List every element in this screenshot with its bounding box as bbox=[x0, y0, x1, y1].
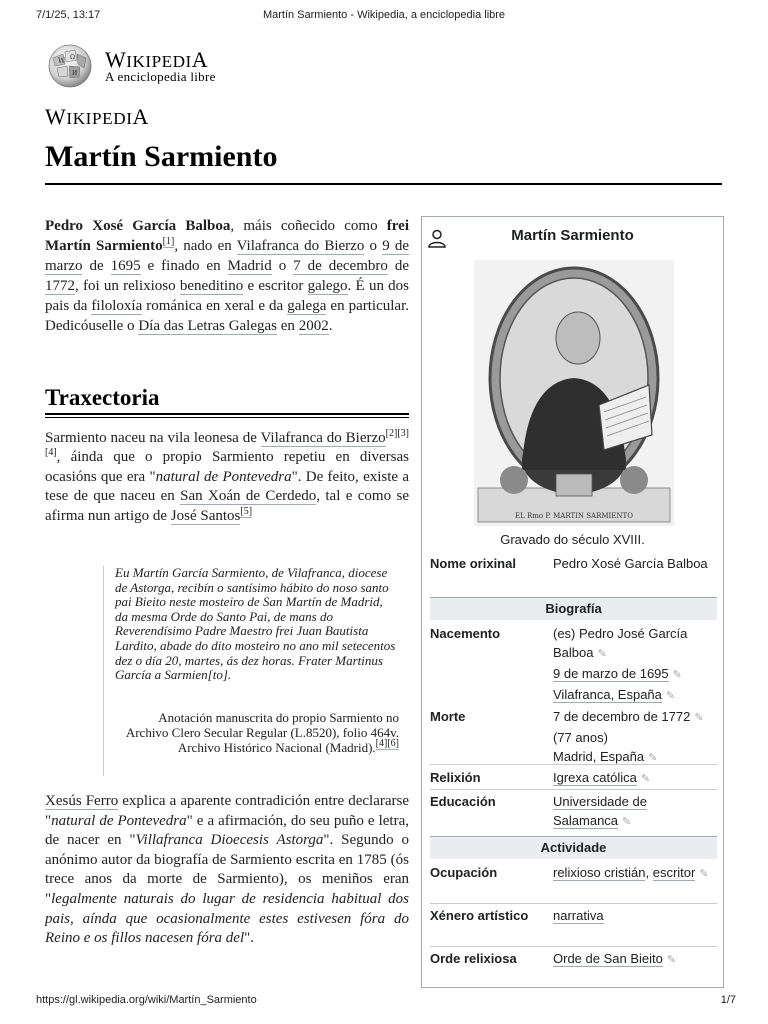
print-datetime: 7/1/25, 13:17 bbox=[36, 9, 101, 21]
quote-attribution: Anotación manuscrita do propio Sarmiento no Archivo Clero Secular Regular (L.8520), folio 464v. Archivo Histórico Nacional (Madrid).[4][6] bbox=[125, 710, 399, 755]
link-philology[interactable]: filoloxía bbox=[91, 298, 143, 314]
link-birth-place[interactable]: Vilafranca, España bbox=[553, 687, 662, 702]
link-madrid[interactable]: Madrid bbox=[227, 258, 272, 274]
section-divider-thin bbox=[45, 417, 409, 418]
row-divider bbox=[430, 903, 717, 904]
svg-text:И: И bbox=[72, 70, 78, 77]
link-birth-year[interactable]: 1695 bbox=[110, 258, 141, 274]
section-divider bbox=[45, 413, 409, 415]
link-death-year[interactable]: 1772 bbox=[45, 278, 75, 294]
label-ocupacion: Ocupación bbox=[430, 865, 498, 880]
print-title: Martín Sarmiento - Wikipedia, a enciclopedia libre bbox=[262, 9, 506, 21]
edit-pencil-icon[interactable]: ✎ bbox=[666, 954, 677, 966]
ref-link[interactable]: [1] bbox=[162, 236, 175, 247]
edit-pencil-icon[interactable]: ✎ bbox=[597, 648, 607, 660]
link-xesus-ferro[interactable]: Xesús Ferro bbox=[45, 793, 119, 809]
link-galician-language[interactable]: galega bbox=[287, 298, 327, 314]
link-death-place[interactable]: Madrid, España bbox=[553, 749, 645, 764]
label-xenero: Xénero artístico bbox=[430, 908, 529, 923]
row-divider bbox=[430, 789, 717, 790]
wikipedia-globe-icon bbox=[45, 44, 95, 88]
intro-paragraph: Pedro Xosé García Balboa, máis coñecido como frei Martín Sarmiento[1], nado en Vilafranca do Bierzo o 9 de marzo de 1695 e finado en Madrid o 7 de decembro de 1772, foi un relixioso beneditino e escritor galego. É un dos pais da filoloxía románica en xeral e da galega en particular. Dedicóuselle o Día das Letras Galegas en 2002. bbox=[45, 218, 410, 334]
link-vilafranca[interactable]: Vilafranca do Bierzo bbox=[236, 238, 365, 254]
edit-pencil-icon[interactable]: ✎ bbox=[640, 773, 651, 785]
label-nome-orixinal: Nome orixinal bbox=[430, 556, 516, 571]
link-birth-date-infobox[interactable]: 9 de marzo de 1695 bbox=[553, 666, 669, 681]
link-benedictine[interactable]: beneditino bbox=[179, 278, 244, 294]
link-vilafranca-2[interactable]: Vilafranca do Bierzo bbox=[260, 430, 386, 446]
wikipedia-logo[interactable] bbox=[45, 44, 265, 89]
link-san-xoan[interactable]: San Xoán de Cerdedo bbox=[180, 488, 317, 505]
label-nacemento: Nacemento bbox=[430, 626, 501, 641]
block-quote: Eu Martín García Sarmiento, de Vilafranca, diocese de Astorga, recibín o santísimo hábito do noso santo pai Bieito neste mosteiro de San Martín de Madrid, da mesma Orde do Santo Pai, de mans do Reverendísimo Padre Maestro frei Juan Bautista Lardito, abade do dito mosteiro no ano mil setecentos dez o día 20, martes, ás dez horas. Frater Martinus García a Sarmien[to]. bbox=[115, 565, 396, 683]
link-ocupacion-2[interactable]: escritor bbox=[652, 865, 696, 880]
link-jose-santos[interactable]: José Santos bbox=[170, 507, 241, 524]
value-birth-name: (es) Pedro José García Balboa ✎ bbox=[553, 626, 688, 660]
value-death-age: (77 anos) bbox=[553, 730, 608, 745]
print-page-number: 1/7 bbox=[720, 994, 736, 1006]
ref-links[interactable]: [2][3][4] bbox=[45, 428, 409, 459]
link-letras-galegas[interactable]: Día das Letras Galegas bbox=[138, 318, 278, 334]
value-death-date: 7 de decembro de 1772 bbox=[553, 709, 691, 724]
edit-pencil-icon[interactable]: ✎ bbox=[672, 669, 682, 681]
link-ocupacion-1[interactable]: relixioso cristián bbox=[553, 865, 646, 880]
image-caption: Gravado do século XVIII. bbox=[500, 532, 645, 547]
row-divider bbox=[430, 946, 717, 947]
quote-bar bbox=[103, 566, 104, 776]
print-url: https://gl.wikipedia.org/wiki/Martín_Sarmiento bbox=[36, 994, 257, 1006]
link-educacion[interactable]: Universidade de Salamanca bbox=[553, 794, 647, 828]
section-heading-traxectoria: Traxectoria bbox=[45, 385, 160, 410]
edit-pencil-icon[interactable]: ✎ bbox=[694, 712, 704, 724]
wikipedia-wordmark-large: WIKIPEDIA bbox=[45, 104, 150, 129]
heading-biografia: Biografía bbox=[430, 597, 717, 620]
traxectoria-paragraph-2: Xesús Ferro explica a aparente contradición entre declararse "natural de Pontevedra" e a afirmación, do seu puño e letra, de nacer en "Villafranca Dioecesis Astorga". Segundo o anónimo autor da biografía de Sarmiento escrita en 1785 (ós trece anos da morte de Sarmiento), os meniños eran "legalmente naturais do lugar de residencia habitual dos pais, aínda que ocasionalmente estes estivesen fóra do Reino e os fillos nacesen fóra del". bbox=[45, 793, 410, 947]
subject-name: Pedro Xosé García Balboa bbox=[45, 218, 231, 234]
page-title: Martín Sarmiento bbox=[45, 140, 278, 173]
portrait-inscription: EL Rmo P. MARTIN SARMIENTO bbox=[515, 512, 633, 520]
traxectoria-paragraph-1: Sarmiento naceu na vila leonesa de Vilafranca do Bierzo[2][3][4], áinda que o propio Sarmiento repetiu en diversas ocasións que era "natural de Pontevedra". De feito, existe a tese de que naceu en San Xoán de Cerdedo, tal e como se afirma nun artigo de José Santos[5] bbox=[45, 428, 409, 524]
link-2002[interactable]: 2002 bbox=[298, 318, 329, 334]
wikipedia-tagline: A enciclopedia libre bbox=[105, 69, 216, 84]
link-orde[interactable]: Orde de San Bieito bbox=[553, 951, 663, 966]
edit-pencil-icon[interactable]: ✎ bbox=[699, 868, 709, 880]
link-galician[interactable]: galego bbox=[307, 278, 348, 294]
svg-text:W: W bbox=[58, 57, 66, 65]
svg-text:Ω: Ω bbox=[70, 54, 75, 61]
ref-link-5[interactable]: [5] bbox=[240, 505, 253, 517]
title-divider bbox=[45, 183, 722, 185]
row-divider bbox=[430, 764, 717, 765]
label-relixion: Relixión bbox=[430, 770, 481, 785]
portrait-engraving[interactable] bbox=[474, 260, 674, 526]
ref-links-quote[interactable]: [4][6] bbox=[375, 738, 399, 750]
label-morte: Morte bbox=[430, 709, 466, 724]
label-educacion: Educación bbox=[430, 794, 496, 809]
label-orde: Orde relixiosa bbox=[430, 951, 517, 966]
infobox-title: Martín Sarmiento bbox=[511, 227, 634, 244]
edit-pencil-icon[interactable]: ✎ bbox=[648, 752, 658, 764]
link-xenero[interactable]: narrativa bbox=[553, 908, 604, 923]
link-death-date[interactable]: 7 de decembro bbox=[293, 258, 388, 274]
edit-pencil-icon[interactable]: ✎ bbox=[665, 690, 676, 702]
wikipedia-wordmark: WIKIPEDIA bbox=[105, 47, 209, 72]
edit-pencil-icon[interactable]: ✎ bbox=[622, 816, 632, 828]
value-nome-orixinal: Pedro Xosé García Balboa bbox=[553, 556, 708, 571]
link-relixion[interactable]: Igrexa católica bbox=[553, 770, 637, 785]
heading-actividade: Actividade bbox=[430, 836, 717, 859]
infobox: Martín Sarmiento EL Rmo P. MARTIN SARMIENTO Gravado do século XVIII. Nome orixinal Pedro Xosé García Balboa Biografía Nacemento (es) Pedro José García Balboa ✎ 9 de marzo de 1695 ✎ Vilafranca, España ✎ Morte 7 de decembro de 1772 ✎ (77 anos) Madrid, España ✎ Relixión Igrexa católica ✎ Educación Universidade de Salamanca ✎ Actividade Ocupación relixioso cristián, escritor ✎ Xénero artístico narrativa Orde relixiosa Orde de San Bieito ✎ bbox=[421, 216, 724, 988]
subject-alias: frei Martín Sarmiento bbox=[45, 218, 410, 254]
link-birth-date[interactable]: 9 de marzo bbox=[45, 238, 410, 274]
